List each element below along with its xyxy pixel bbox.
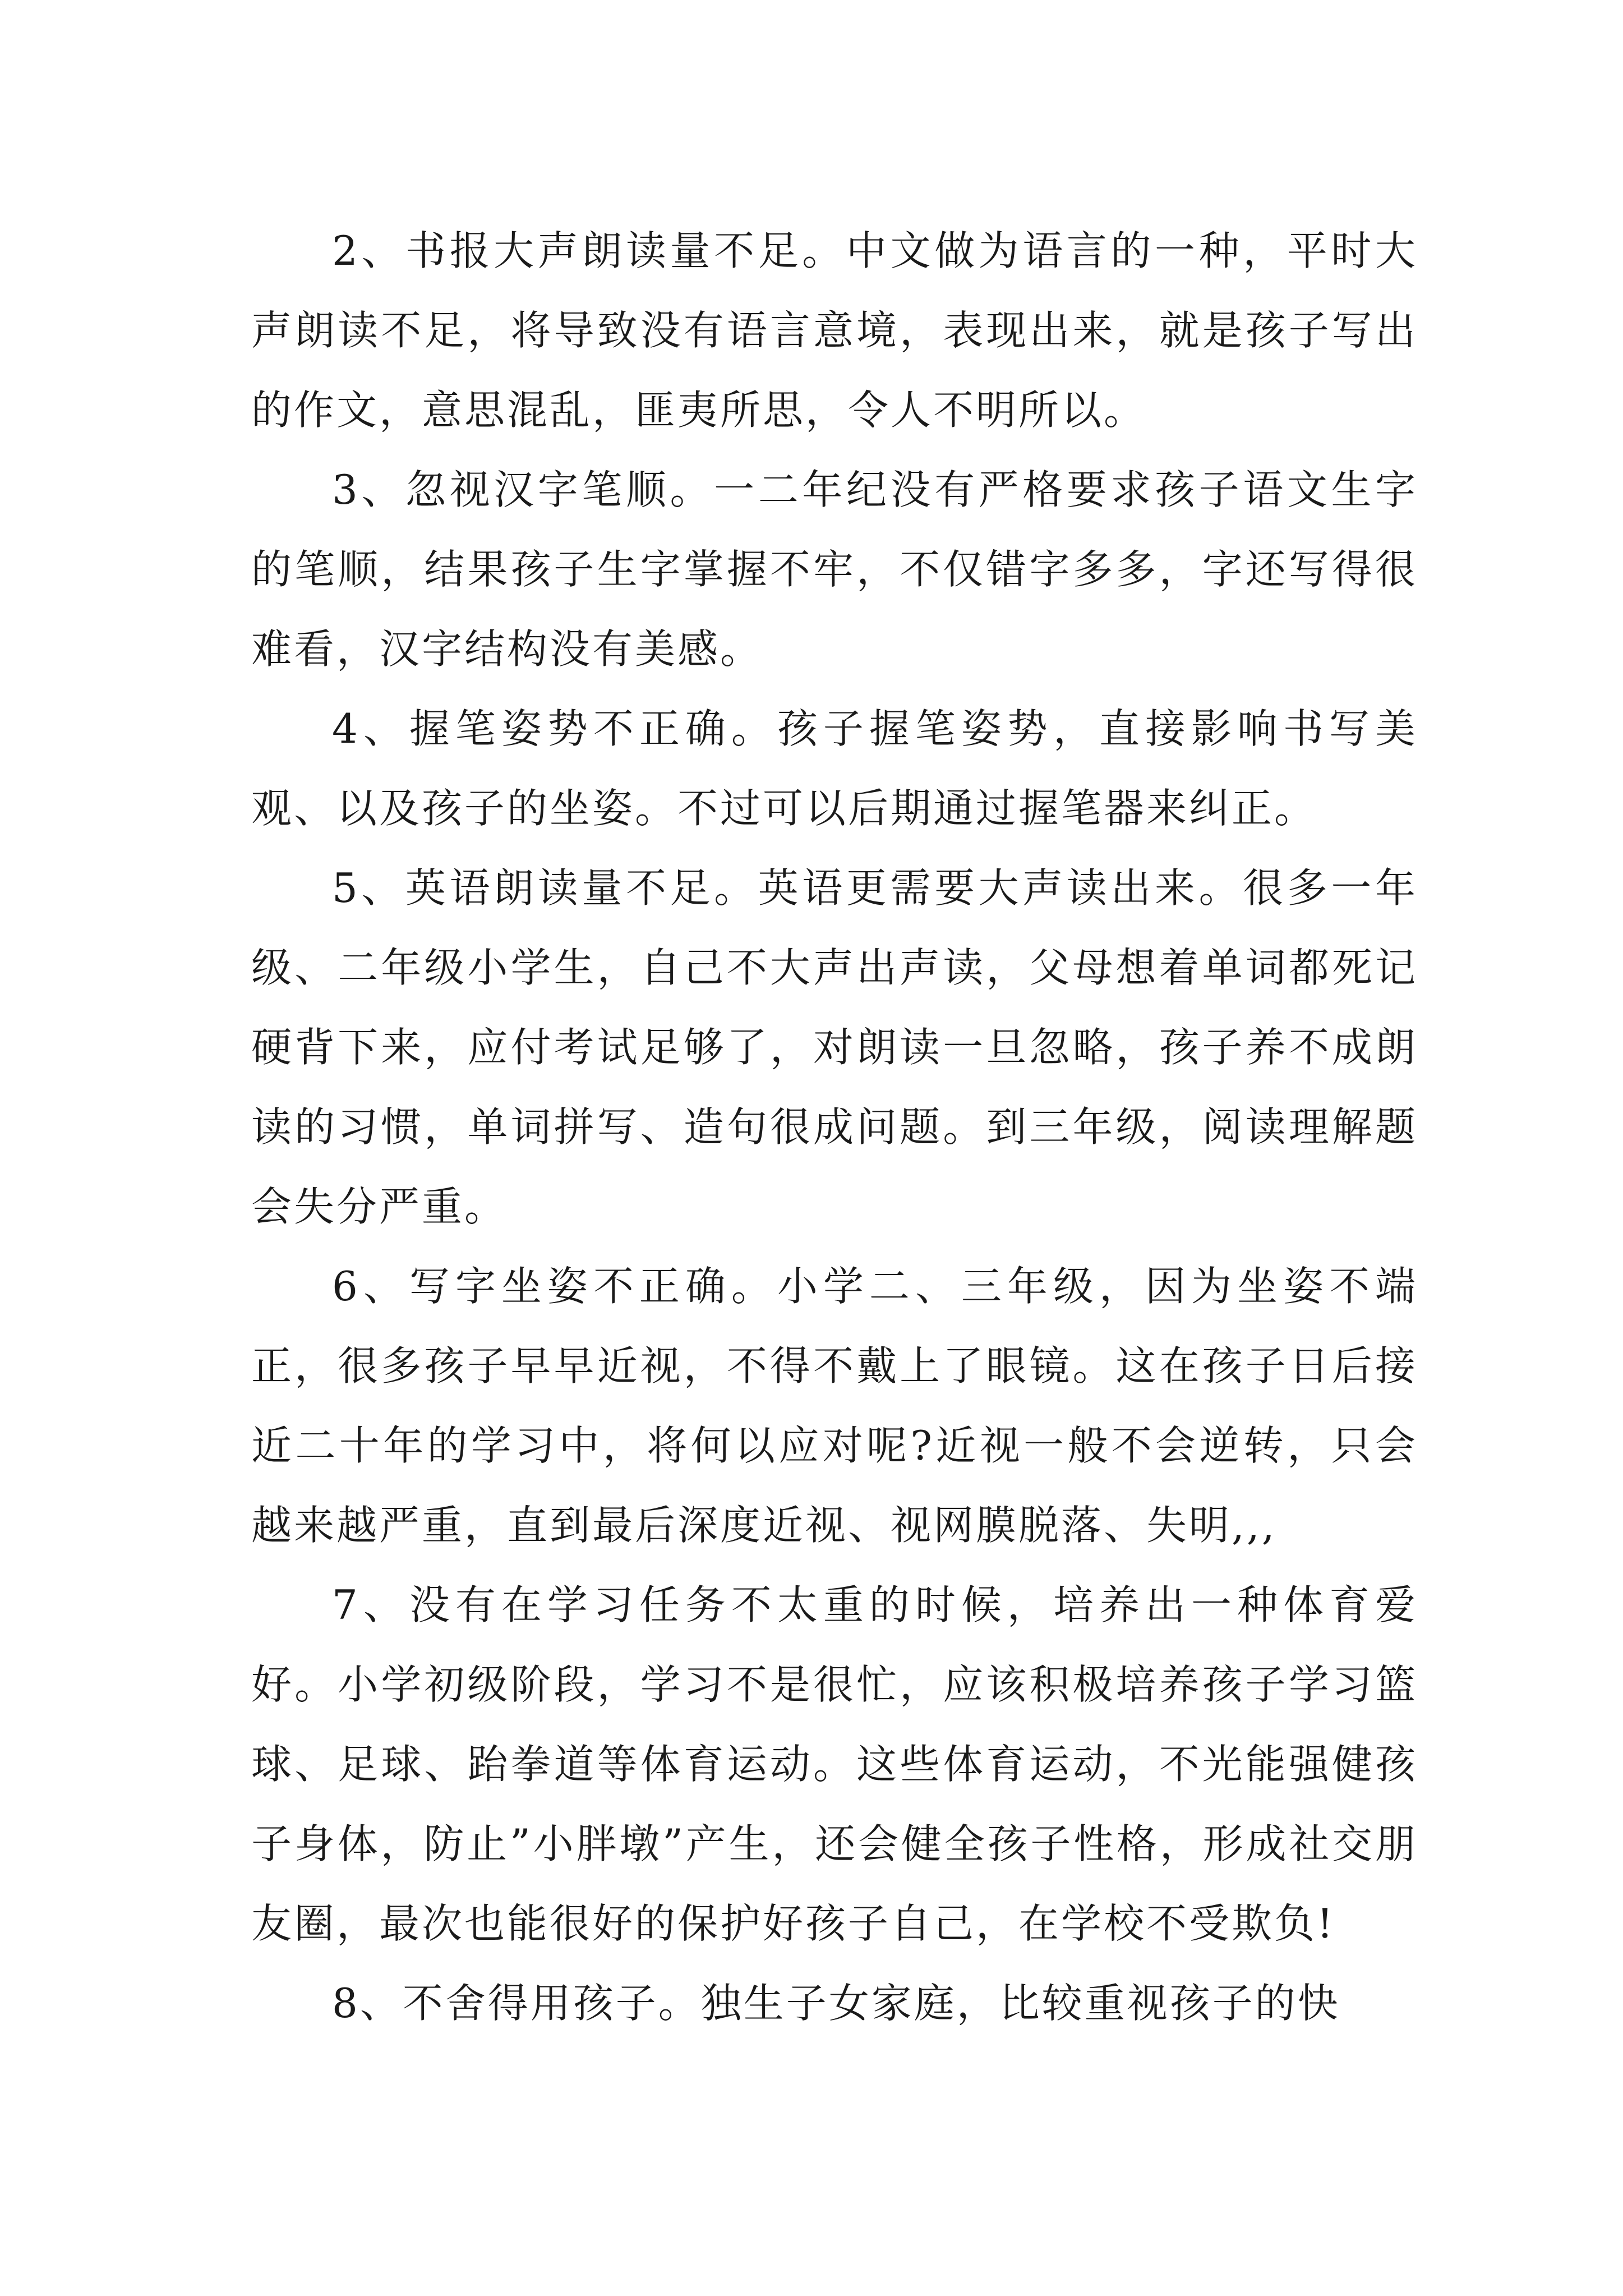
- paragraph-6: 6、写字坐姿不正确。小学二、三年级，因为坐姿不端正，很多孩子早早近视，不得不戴上了眼镜。这在孩子日后接近二十年的学习中，将何以应对呢?近视一般不会逆转，只会越来越严重，直到最后深度近视、视网膜脱落、失明,,,: [251, 1263, 1418, 1549]
- paragraph-5: 5、英语朗读量不足。英语更需要大声读出来。很多一年级、二年级小学生，自己不大声出声读，父母想着单词都死记硬背下来，应付考试足够了，对朗读一旦忽略，孩子养不成朗读的习惯，单词拼写、造句很成问题。到三年级，阅读理解题会失分严重。: [251, 864, 1418, 1230]
- document-body: [251, 211, 1418, 2043]
- paragraph-4: 4、握笔姿势不正确。孩子握笔姿势，直接影响书写美观、以及孩子的坐姿。不过可以后期通过握笔器来纠正。: [251, 705, 1418, 832]
- paragraph-7: 7、没有在学习任务不太重的时候，培养出一种体育爱好。小学初级阶段，学习不是很忙，应该积极培养孩子学习篮球、足球、跆拳道等体育运动。这些体育运动，不光能强健孩子身体，防止”小胖墩”产生，还会健全孩子性格，形成社交朋友圈，最次也能很好的保护好孩子自己，在学校不受欺负!: [251, 1581, 1418, 1947]
- paragraph-2: 2、书报大声朗读量不足。中文做为语言的一种，平时大声朗读不足，将导致没有语言意境，表现出来，就是孩子写出的作文，意思混乱，匪夷所思，令人不明所以。: [251, 227, 1418, 434]
- paragraph-3: 3、忽视汉字笔顺。一二年纪没有严格要求孩子语文生字的笔顺，结果孩子生字掌握不牢，不仅错字多多，字还写得很难看，汉字结构没有美感。: [251, 466, 1418, 673]
- paragraph-8: 8、不舍得用孩子。独生子女家庭，比较重视孩子的快: [332, 1980, 1340, 2027]
